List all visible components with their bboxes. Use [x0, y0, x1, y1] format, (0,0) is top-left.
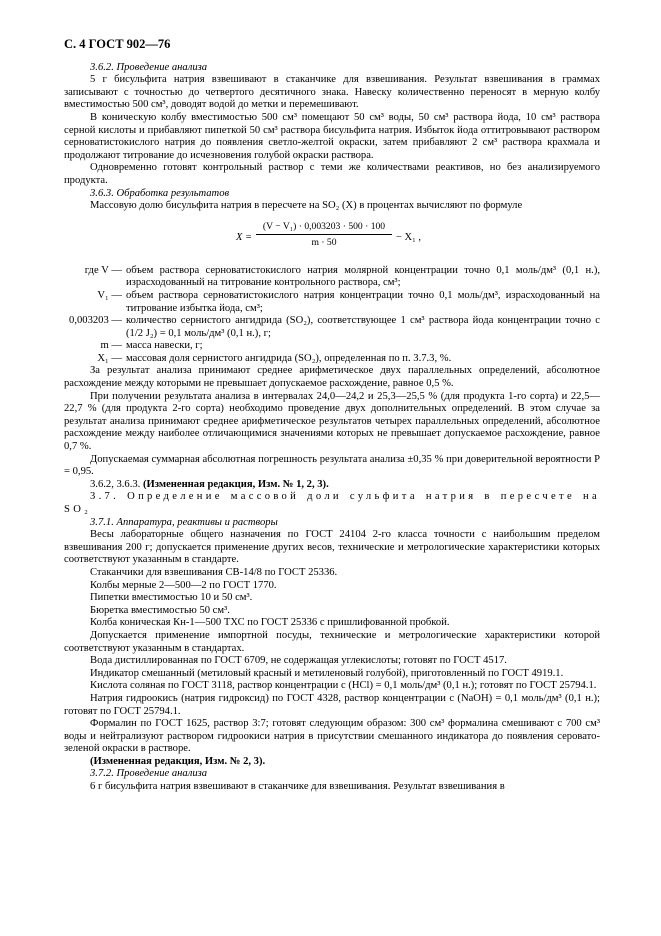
amendment-note [64, 479, 600, 492]
paragraph: Колбы мерные 2—500—2 по ГОСТ 1770. [90, 579, 277, 591]
paragraph: Вода дистиллированная по ГОСТ 6709, не содержащая углекислоты; готовят по ГОСТ 4517. [90, 655, 507, 667]
definition-item [64, 265, 600, 290]
paragraph: В коническую колбу вместимостью 500 см³ помещают 50 см³ воды, 50 см³ раствора йода, 10 см³ раствора серной кислоты и прибавляют пипеткой 50 см³ раствора бисульфита натрия. Избыток йода оттитровывают раствором серноватистокислого натрия до появления светло-желтой окраски, затем прибавляют 2 см³ раствора крахмала и продолжают титрование до исчезновения голубой окраски раствора. [64, 111, 600, 161]
section-3-7-2-title: 3.7.2. Проведение анализа [90, 768, 208, 780]
formula [64, 221, 600, 255]
definition-symbol: где V — [84, 264, 122, 276]
formula-lhs: X = [236, 231, 253, 243]
paragraph: При получении результата анализа в интервалах 24,0—24,2 и 25,3—25,5 % (для продукта 1-го сорта) и 22,5—22,7 % (для продукта 2-го сорта) необходимо проведение двух дополнительных определений. В этом случае за результат анализа принимают среднее арифметическое результатов четырех параллельных определений, абсолютное расхождение между наиболее отличающимися значениями которых не превышает допускаемое расхождение, равное 0,7 %. [64, 390, 600, 453]
section-3-6-3-title: 3.6.3. Обработка результатов [90, 187, 230, 199]
paragraph: Колба коническая Кн-1—500 ТХС по ГОСТ 25336 с пришлифованной пробкой. [90, 617, 450, 629]
paragraph: Кислота соляная по ГОСТ 3118, раствор концентрации c (HCl) = 0,1 моль/дм³ (0,1 н.); готовят по ГОСТ 25794.1. [90, 680, 597, 692]
definition-symbol: m — [100, 340, 122, 352]
definition-item [64, 340, 600, 353]
formula-numerator: (V − V₁) · 0,003203 · 500 · 100 [256, 221, 392, 236]
formula-rhs: − X₁ , [396, 231, 422, 243]
paragraph: Пипетки вместимостью 10 и 50 см³. [90, 592, 253, 604]
definition-text: массовая доля сернистого ангидрида (SO₂), определенная по п. 3.7.3, %. [126, 352, 452, 364]
section-3-6-2-title: 3.6.2. Проведение анализа [90, 61, 208, 73]
definition-symbol: V₁ — [97, 289, 122, 301]
paragraph: Весы лабораторные общего назначения по ГОСТ 24104 2-го класса точности с наибольшим пределом взвешивания 200 г; допускается применение других весов, технические и метрологические характеристики которых соответствуют указанным в стандарте. [64, 529, 600, 566]
page-header: С. 4 ГОСТ 902—76 [64, 37, 171, 51]
paragraph: Стаканчики для взвешивания СВ-14/8 по ГОСТ 25336. [90, 566, 338, 578]
definition-text: масса навески, г; [126, 340, 203, 352]
formula-definitions [64, 265, 600, 366]
paragraph: 6 г бисульфита натрия взвешивают в стаканчике для взвешивания. Результат взвешивания в [90, 781, 505, 793]
paragraph: За результат анализа принимают среднее арифметическое двух параллельных определений, абсолютное расхождение между которыми не превышает допускаемое расхождение, равное 0,5 %. [64, 365, 600, 390]
formula-denominator: m · 50 [311, 237, 337, 249]
definition-item [64, 353, 600, 366]
document-page [64, 38, 600, 794]
definition-text: объем раствора серноватистокислого натрия концентрации точно 0,1 моль/дм³, израсходованный на титрование избытка йода, см³; [126, 289, 600, 314]
definition-symbol: 0,003203 — [69, 315, 122, 327]
amendment-note: (Измененная редакция, Изм. № 2, 3). [90, 755, 266, 767]
paragraph: Натрия гидроокись (натрия гидроксид) по ГОСТ 4328, раствор концентрации c (NaOH) = 0,1 моль/дм³ (0,1 н.); готовят по ГОСТ 25794.1. [64, 692, 600, 717]
paragraph: Формалин по ГОСТ 1625, раствор 3:7; готовят следующим образом: 300 см³ формалина смешивают с 700 см³ воды и нейтрализуют раствором гидроокиси натрия в присутствии смешанного индикатора до появления серовато-зеленой окраски в растворе. [64, 718, 600, 755]
definition-item [64, 315, 600, 340]
definition-item [64, 290, 600, 315]
section-3-7-title: 3.7. Определение массовой доли сульфита натрия в пересчете на SO₂ [64, 491, 600, 515]
paragraph: Одновременно готовят контрольный раствор с теми же количествами реактивов, но без анализируемого продукта. [64, 162, 600, 186]
amendment-ref: 3.6.2, 3.6.3. [90, 478, 141, 490]
paragraph: Допускаемая суммарная абсолютная погрешность результата анализа ±0,35 % при доверительной вероятности P = 0,95. [64, 453, 600, 478]
definition-symbol: X₁ — [97, 352, 122, 364]
definition-text: количество сернистого ангидрида (SO₂), соответствующее 1 см³ раствора йода концентрации точно c (1/2 J₂) = 0,1 моль/дм³ (0,1 н.), г; [126, 315, 600, 339]
amendment-text: (Измененная редакция, Изм. № 1, 2, 3). [142, 478, 329, 490]
formula-fraction [256, 221, 392, 250]
paragraph: Индикатор смешанный (метиловый красный и метиленовый голубой), приготовленный по ГОСТ 4919.1. [90, 667, 564, 679]
section-3-7-1-title: 3.7.1. Аппаратура, реактивы и растворы [90, 516, 278, 528]
paragraph: Массовую долю бисульфита натрия в пересчете на SO₂ (X) в процентах вычисляют по формуле [90, 200, 523, 212]
paragraph: Допускается применение импортной посуды, технические и метрологические характеристики которой соответствуют указанным в стандартах. [64, 629, 600, 654]
paragraph: Бюретка вместимостью 50 см³. [90, 604, 230, 616]
paragraph: 5 г бисульфита натрия взвешивают в стаканчике для взвешивания. Результат взвешивания в граммах записывают с точностью до четвертого десятичного знака. Навеску количественно переносят в мерную колбу вместимостью 500 см³, доводят водой до метки и перемешивают. [64, 74, 600, 111]
definition-text: объем раствора серноватистокислого натрия молярной концентрации точно 0,1 моль/дм³ (0,1 н.), израсходованный на титрование контрольного раствора, см³; [126, 264, 600, 289]
